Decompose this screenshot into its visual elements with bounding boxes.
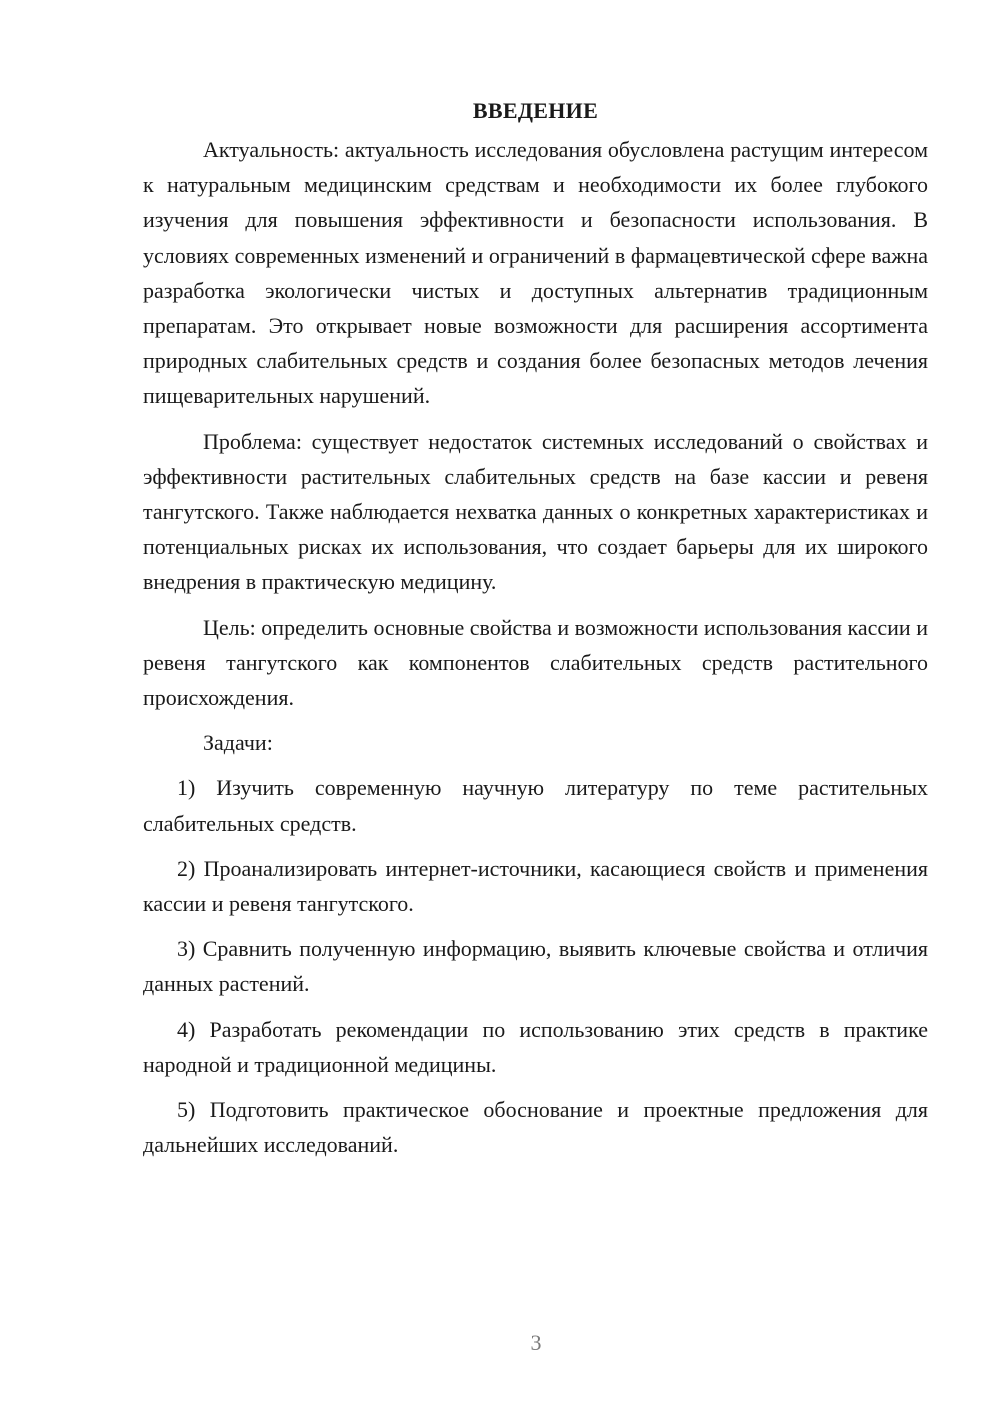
page-content (143, 96, 928, 1172)
section-title: ВВЕДЕНИЕ (472, 98, 599, 123)
task-item-3: 3) Сравнить полученную информацию, выявить ключевые свойства и отличия данных растений. (143, 936, 928, 997)
paragraph-goal: Цель: определить основные свойства и возможности использования кассии и ревеня тангутского как компонентов слабительных средств растительного происхождения. (143, 614, 928, 711)
task-item-1: 1) Изучить современную научную литературу по теме растительных слабительных средств. (143, 775, 928, 836)
paragraph-relevance: Актуальность: актуальность исследования обусловлена растущим интересом к натуральным медицинским средствам и необходимости их более глубокого изучения для повышения эффективности и безопасности использования. В условиях современных изменений и ограничений в фармацевтической сфере важна разработка экологически чистых и доступных альтернатив традиционным препаратам. Это открывает новые возможности для расширения ассортимента природных слабительных средств и создания более безопасных методов лечения пищеварительных нарушений. (143, 137, 928, 409)
paragraph-problem: Проблема: существует недостаток системных исследований о свойствах и эффективности растительных слабительных средств на базе кассии и ревеня тангутского. Также наблюдается нехватка данных о конкретных характеристиках и потенциальных рисках их использования, что создает барьеры для их широкого внедрения в практическую медицину. (143, 428, 928, 595)
task-item-2: 2) Проанализировать интернет-источники, касающиеся свойств и применения кассии и ревеня тангутского. (143, 855, 928, 917)
task-item-4: 4) Разработать рекомендации по использованию этих средств в практике народной и традиционной медицины. (143, 1016, 928, 1077)
tasks-label: Задачи: (203, 730, 273, 756)
task-item-5: 5) Подготовить практическое обоснование и проектные предложения для дальнейших исследований. (143, 1097, 928, 1158)
page-number: 3 (530, 1330, 542, 1355)
